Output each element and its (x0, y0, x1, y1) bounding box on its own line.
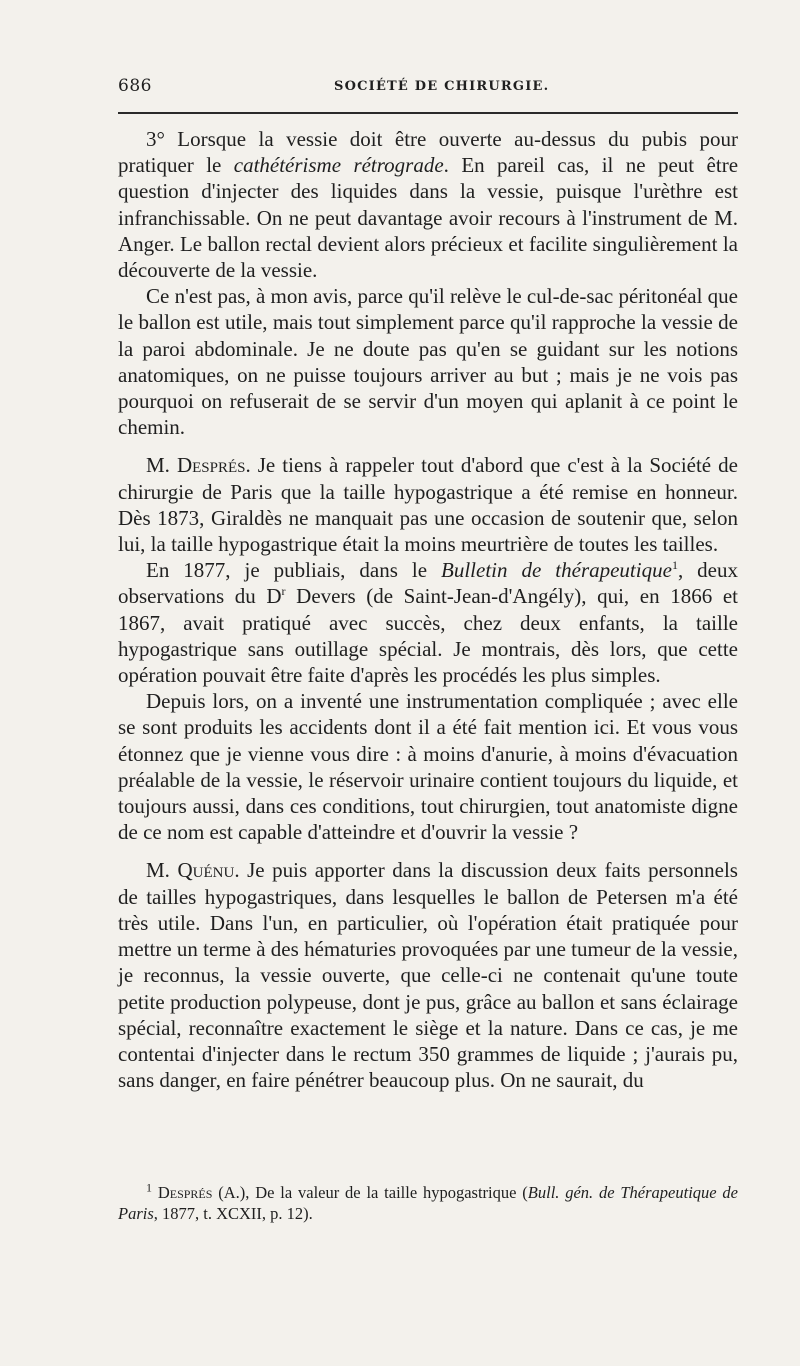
page-header (118, 76, 738, 100)
speaker-name: Quénu (177, 858, 235, 883)
page-number: 686 (118, 76, 152, 96)
paragraph-4: En 1877, je publiais, dans le Bulletin de thérapeutique$^1$, deux observations du $D^r$ Devers (de Saint-Jean-d'Angély), qui, en 1866 et 1867, avait pratiqué avec succès, chez deux enfants, la taille hypogastrique sans outillage spécial. Je montrais, dès lors, que cette opération pouvait être faite d'après les procédés les plus simples. (118, 558, 738, 688)
italic-title: Bulletin de thérapeutique (441, 558, 672, 583)
footnote-author: Després (157, 1183, 213, 1202)
italic-term: cathétérisme rétrograde (233, 153, 444, 178)
footnote-reference: 1 (671, 558, 678, 573)
running-title: SOCIÉTÉ DE CHIRURGIE. (334, 79, 550, 94)
paragraph-3: M. Després. Je tiens à rappeler tout d'abord que c'est à la Société de chirurgie de Paris que la taille hypogastrique a été remise en honneur. Dès 1873, Giraldès ne manquait pas une occasion de soutenir que, selon lui, la taille hypogastrique était la moins meurtrière de toutes les tailles. (118, 453, 738, 557)
body-text (118, 126, 738, 1093)
footnote-marker: 1 (146, 1180, 152, 1195)
footnote-journal: Bull. gén. de Thérapeutique de Paris (118, 1183, 739, 1223)
footnote: $^1$ Després (A.), De la valeur de la taille hypogastrique (Bull. gén. de Thérapeutique de Paris, 1877, t. XCXII, p. 12). (118, 1180, 739, 1223)
paragraph-6: M. Quénu. Je puis apporter dans la discussion deux faits personnels de tailles hypogastriques, dans lesquelles le ballon de Petersen m'a été très utile. Dans l'un, en particulier, où l'opération était pratiquée pour mettre un terme à des hématuries provoquées par une tumeur de la vessie, je reconnus, la vessie ouverte, que celle-ci ne contenait qu'une toute petite production polypeuse, dont je pus, grâce au ballon et sans éclairage spécial, reconnaître exactement le siège et la nature. Dans ce cas, je me contentai d'injecter dans le rectum 350 grammes de liquide ; j'aurais pu, sans danger, en faire pénétrer beaucoup plus. On ne saurait, du (118, 858, 738, 1093)
paragraph-2: Ce n'est pas, à mon avis, parce qu'il relève le cul-de-sac péritonéal que le ballon est utile, mais tout simplement parce qu'il rapproche la vessie de la paroi abdominale. Je ne doute pas qu'en se guidant sur les notions anatomiques, on ne puisse toujours arriver au but ; mais je ne vois pas pourquoi on refuserait de se servir d'un moyen qui aplanit à ce point le chemin. (118, 284, 738, 440)
header-rule (118, 112, 738, 114)
speaker-name: Després (176, 453, 246, 478)
paragraph-1: 3° Lorsque la vessie doit être ouverte au-dessus du pubis pour pratiquer le cathétérisme rétrograde. En pareil cas, il ne peut être question d'injecter des liquides dans la vessie, puisque l'urèthre est infranchissable. On ne peut davantage avoir recours à l'instrument de M. Anger. Le ballon rectal devient alors précieux et facilite singulièrement la découverte de la vessie. (118, 127, 739, 283)
paragraph-5: Depuis lors, on a inventé une instrumentation compliquée ; avec elle se sont produits les accidents dont il a été fait mention ici. Et vous vous étonnez que je vienne vous dire : à moins d'anurie, à moins d'évacuation préalable de la vessie, le réservoir urinaire contient toujours du liquide, et toujours aussi, dans ces conditions, tout chirurgien, tout anatomiste digne de ce nom est capable d'atteindre et d'ouvrir la vessie ? (118, 689, 738, 845)
